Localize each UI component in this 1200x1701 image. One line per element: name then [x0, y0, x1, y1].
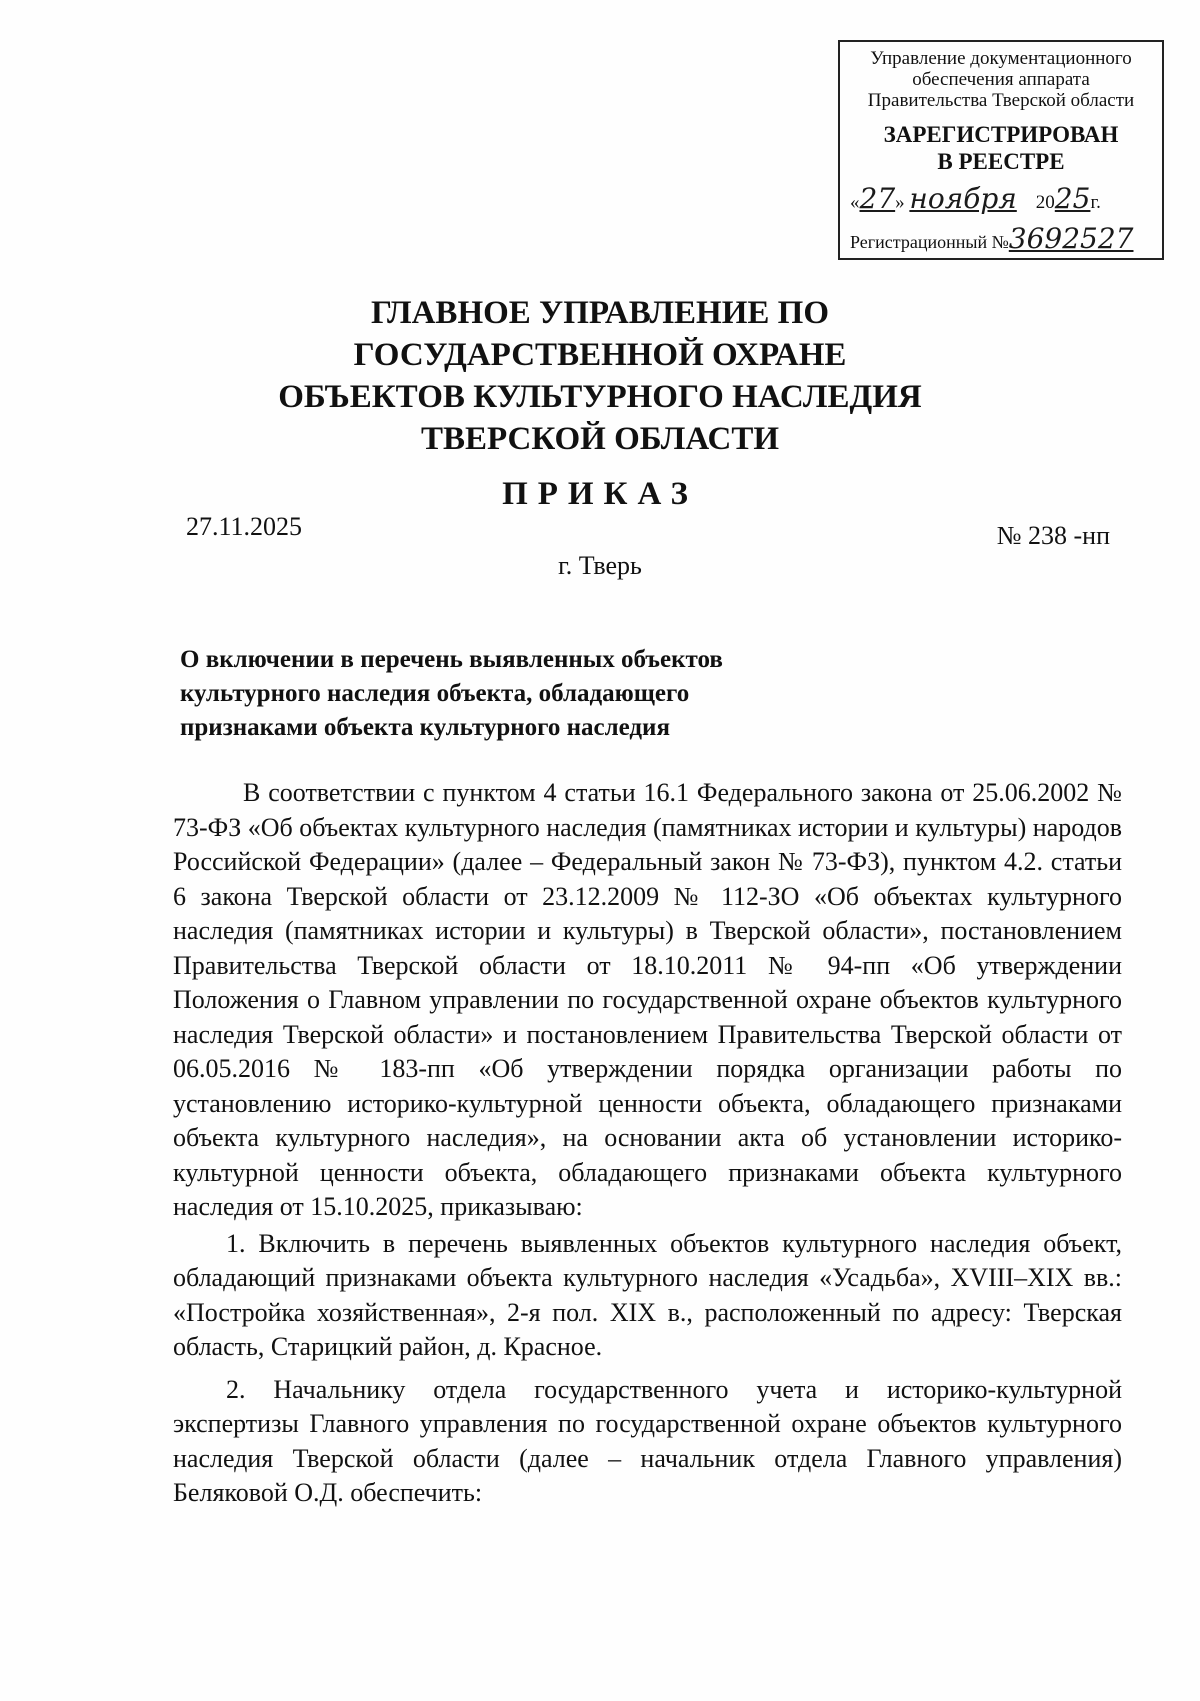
- order-subject: [180, 643, 830, 745]
- order-item-2: 2. Начальнику отдела государственного учета и историко-культурной экспертизы Главного управления по государственной охране объектов культурного наследия Тверской области (далее – начальник отдела Главного управления) Беляковой О.Д. обеспечить:: [173, 1374, 1122, 1507]
- stamp-reg-label: Регистрационный №: [850, 232, 1009, 252]
- order-item-1: 1. Включить в перечень выявленных объектов культурного наследия объект, обладающий признаками объекта культурного наследия «Усадьба», XVIII–XIX вв.: «Постройка хозяйственная», 2-я пол. XIX в., расположенный по адресу: Тверская область, Старицкий район, д. Красное.: [173, 1228, 1122, 1361]
- stamp-registered-line: В РЕЕСТРЕ: [937, 149, 1065, 174]
- order-number: № 238 -нп: [996, 521, 1110, 550]
- subject-line: культурного наследия объекта, обладающего: [180, 680, 690, 707]
- document-type-title: ПРИКАЗ: [502, 476, 698, 512]
- org-name-line: ГЛАВНОЕ УПРАВЛЕНИЕ ПО: [371, 295, 829, 331]
- order-date: 27.11.2025: [186, 512, 303, 541]
- stamp-date-month: ноября: [909, 182, 1017, 215]
- stamp-date-year-prefix: 20: [1035, 192, 1055, 213]
- stamp-reg-number: 3692527: [1008, 222, 1134, 255]
- stamp-dept-line: Правительства Тверской области: [867, 90, 1135, 111]
- order-city: г. Тверь: [558, 551, 642, 580]
- stamp-dept-line: обеспечения аппарата: [912, 69, 1090, 90]
- order-body: [173, 776, 1122, 1513]
- org-name-line: ГОСУДАРСТВЕННОЙ ОХРАНЕ: [353, 337, 847, 373]
- stamp-date-year-unit: г.: [1090, 192, 1101, 213]
- org-name-line: ТВЕРСКОЙ ОБЛАСТИ: [420, 421, 780, 457]
- preamble-paragraph: В соответствии с пунктом 4 статьи 16.1 Федерального закона от 25.06.2002 № 73-ФЗ «Об объектах культурного наследия (памятниках истории и культуры) народов Российской Федерации» (далее – Федеральный закон № 73-ФЗ), пунктом 4.2. статьи 6 закона Тверской области от 23.12.2009 № 112-ЗО «Об объектах культурного наследия (памятниках истории и культуры) в Тверской области», постановлением Правительства Тверской области от 18.10.2011 № 94-пп «Об утверждении Положения о Главном управлении по государственной охране объектов культурного наследия Тверской области» и постановлением Правительства Тверской области от 06.05.2016 № 183-пп «Об утверждении порядка организации работы по установлению историко-культурной ценности объекта, обладающего признаками объекта культурного наследия», на основании акта об установлении историко-культурной ценности объекта, обладающего признаками объекта культурного наследия от 15.10.2025, приказываю:: [173, 778, 1123, 1221]
- stamp-date-year-suffix: 25: [1054, 182, 1091, 215]
- stamp-registration-number: [850, 222, 1156, 255]
- subject-line: О включении в перечень выявленных объектов: [180, 646, 723, 673]
- organization-name: [200, 292, 1000, 460]
- registration-stamp: [838, 40, 1164, 260]
- subject-line: признаками объекта культурного наследия: [180, 714, 670, 741]
- stamp-date: «27» ноября 2025г.: [850, 182, 1101, 215]
- stamp-registered-line: ЗАРЕГИСТРИРОВАН: [883, 122, 1119, 147]
- org-name-line: ОБЪЕКТОВ КУЛЬТУРНОГО НАСЛЕДИЯ: [278, 379, 922, 415]
- stamp-date-day: 27: [859, 182, 896, 215]
- stamp-dept-line: Управление документационного: [870, 48, 1132, 69]
